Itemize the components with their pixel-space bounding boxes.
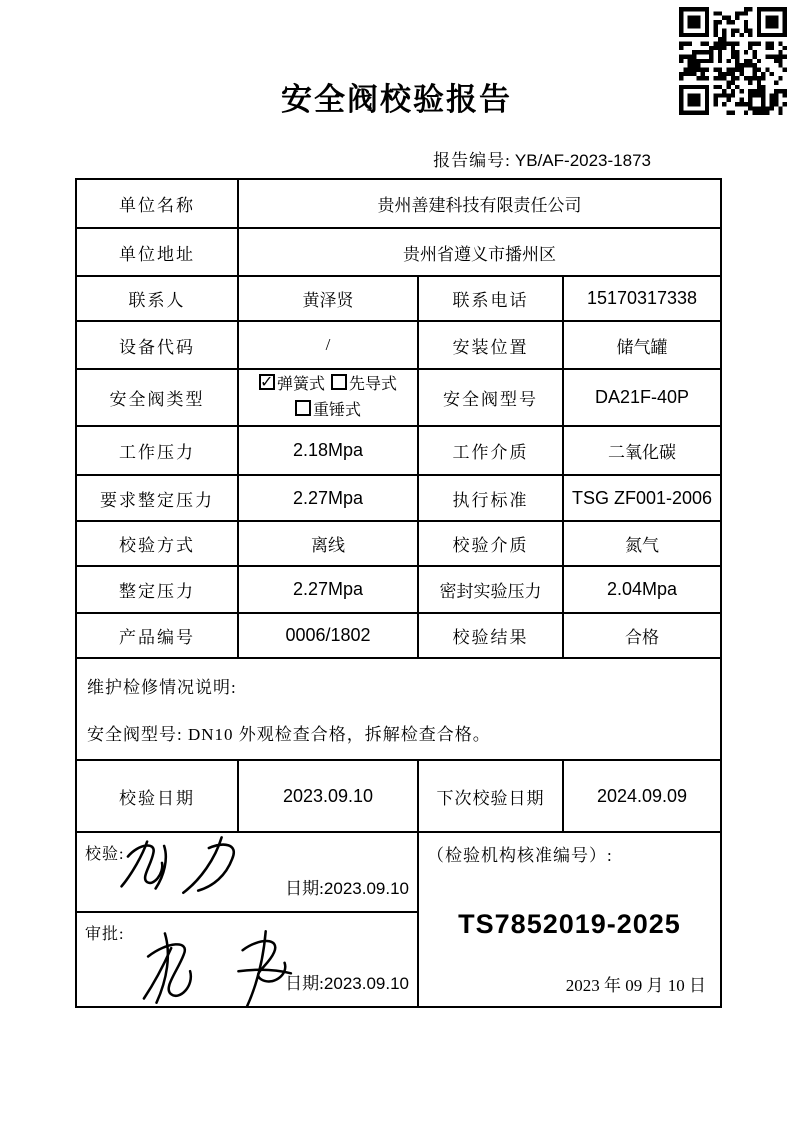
approver-label: 审批: bbox=[85, 926, 125, 944]
valve-type-options bbox=[238, 369, 418, 426]
calibration-date-label: 校验日期 bbox=[76, 760, 238, 832]
report-number-value: YB/AF-2023-1873 bbox=[514, 151, 651, 170]
table-row bbox=[76, 228, 721, 276]
result-label: 校验结果 bbox=[418, 613, 563, 658]
working-medium-label: 工作介质 bbox=[418, 426, 563, 475]
calibrator-signature-cell bbox=[76, 832, 418, 912]
table-row bbox=[76, 475, 721, 521]
standard-label: 执行标准 bbox=[418, 475, 563, 521]
table-row bbox=[76, 658, 721, 760]
calibration-medium-value: 氮气 bbox=[563, 521, 721, 566]
seal-test-pressure-label: 密封实验压力 bbox=[418, 566, 563, 613]
required-set-pressure-value: 2.27Mpa bbox=[238, 475, 418, 521]
report-table bbox=[75, 178, 722, 1008]
valve-type-label: 安全阀类型 bbox=[76, 369, 238, 426]
page-title: 安全阀校验报告 bbox=[281, 82, 512, 117]
maintenance-title: 维护检修情况说明: bbox=[87, 678, 237, 698]
table-row bbox=[76, 832, 721, 912]
standard-value: TSG ZF001-2006 bbox=[563, 475, 721, 521]
table-row bbox=[76, 276, 721, 321]
working-pressure-label: 工作压力 bbox=[76, 426, 238, 475]
certification-cell bbox=[418, 832, 721, 1007]
calibration-date-value: 2023.09.10 bbox=[238, 760, 418, 832]
valve-model-value: DA21F-40P bbox=[563, 369, 721, 426]
table-row bbox=[76, 321, 721, 369]
checkbox-pilot-label: 先导式 bbox=[349, 376, 398, 393]
checkbox-spring-type[interactable] bbox=[259, 374, 275, 390]
calibrator-label: 校验: bbox=[85, 846, 125, 864]
next-calibration-date-value: 2024.09.09 bbox=[563, 760, 721, 832]
contact-value: 黄泽贤 bbox=[238, 276, 418, 321]
product-no-value: 0006/1802 bbox=[238, 613, 418, 658]
install-location-label: 安装位置 bbox=[418, 321, 563, 369]
approver-date: 日期:2023.09.10 bbox=[285, 974, 409, 994]
unit-address-label: 单位地址 bbox=[76, 228, 238, 276]
working-pressure-value: 2.18Mpa bbox=[238, 426, 418, 475]
checkbox-pilot-type[interactable] bbox=[331, 374, 347, 390]
contact-phone-value: 15170317338 bbox=[563, 276, 721, 321]
contact-phone-label: 联系电话 bbox=[418, 276, 563, 321]
approver-signature bbox=[135, 925, 325, 1007]
certification-number: TS7852019-2025 bbox=[458, 909, 681, 940]
maintenance-section bbox=[76, 658, 721, 760]
table-row bbox=[76, 426, 721, 475]
install-location-value: 储气罐 bbox=[563, 321, 721, 369]
approver-signature-cell bbox=[76, 912, 418, 1007]
calibration-method-label: 校验方式 bbox=[76, 521, 238, 566]
unit-name-label: 单位名称 bbox=[76, 179, 238, 228]
table-row bbox=[76, 566, 721, 613]
calibrator-signature bbox=[115, 832, 275, 897]
report-number bbox=[433, 146, 651, 171]
required-set-pressure-label: 要求整定压力 bbox=[76, 475, 238, 521]
checkbox-weight-label: 重锤式 bbox=[312, 401, 361, 419]
set-pressure-value: 2.27Mpa bbox=[238, 566, 418, 613]
product-no-label: 产品编号 bbox=[76, 613, 238, 658]
working-medium-value: 二氧化碳 bbox=[563, 426, 721, 475]
set-pressure-label: 整定压力 bbox=[76, 566, 238, 613]
table-row bbox=[76, 369, 721, 426]
calibration-medium-label: 校验介质 bbox=[418, 521, 563, 566]
checkbox-weight-type[interactable] bbox=[295, 400, 311, 416]
table-row bbox=[76, 760, 721, 832]
certification-label: （检验机构核准编号）: bbox=[427, 846, 613, 866]
unit-name-value: 贵州善建科技有限责任公司 bbox=[238, 179, 721, 228]
seal-test-pressure-value: 2.04Mpa bbox=[563, 566, 721, 613]
valve-model-label: 安全阀型号 bbox=[418, 369, 563, 426]
checkbox-spring-label: 弹簧式 bbox=[276, 376, 325, 393]
table-row bbox=[76, 613, 721, 658]
table-row bbox=[76, 179, 721, 228]
table-row bbox=[76, 521, 721, 566]
next-calibration-date-label: 下次校验日期 bbox=[418, 760, 563, 832]
report-number-label: 报告编号: bbox=[433, 151, 511, 170]
result-value: 合格 bbox=[563, 613, 721, 658]
device-code-label: 设备代码 bbox=[76, 321, 238, 369]
calibrator-date: 日期:2023.09.10 bbox=[285, 879, 409, 899]
calibration-method-value: 离线 bbox=[238, 521, 418, 566]
maintenance-content: 安全阀型号: DN10 外观检查合格，拆解检查合格。 bbox=[87, 725, 491, 745]
certification-date: 2023 年 09 月 10 日 bbox=[565, 976, 706, 996]
device-code-value: / bbox=[238, 321, 418, 369]
unit-address-value: 贵州省遵义市播州区 bbox=[238, 228, 721, 276]
contact-label: 联系人 bbox=[76, 276, 238, 321]
